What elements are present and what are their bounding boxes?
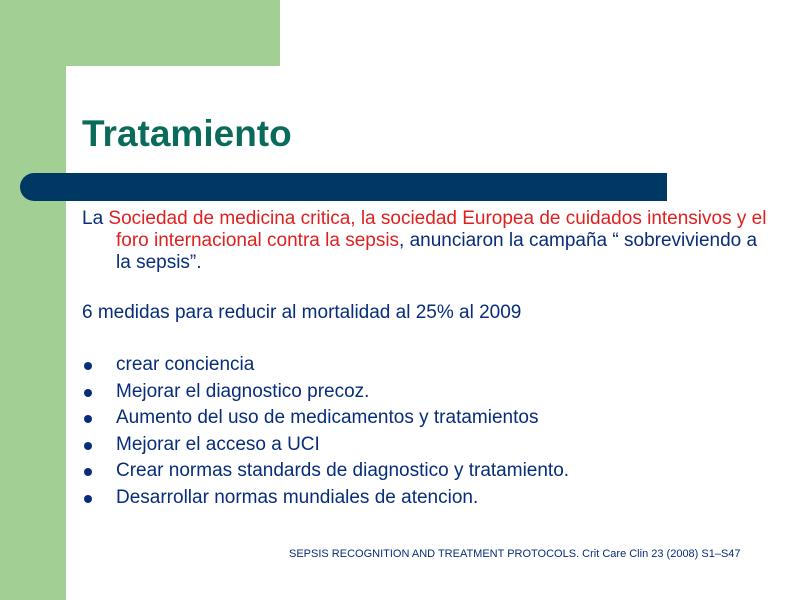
measures-list [82, 352, 772, 511]
intro-lead: La [82, 208, 109, 229]
intro-highlight: Sociedad de medicina critica, la sociedad Europea de cuidados intensivos y el foro internacional contra la sepsis [108, 208, 767, 251]
citation: SEPSIS RECOGNITION AND TREATMENT PROTOCOLS. Crit Care Clin 23 (2008) S1–S47 [289, 548, 741, 560]
list-item [82, 458, 772, 485]
list-item [82, 405, 772, 432]
list-item [82, 485, 772, 512]
bullet-icon [84, 442, 92, 450]
green-panel-left [0, 0, 66, 600]
list-item [82, 432, 772, 459]
intro-rest: , anunciaron la campaña “ sobreviviendo a la sepsis”. [116, 230, 758, 273]
list-item-text: Aumento del uso de medicamentos y tratamientos [116, 407, 539, 428]
list-item-text: Mejorar el diagnostico precoz. [116, 380, 370, 402]
list-item-text: Desarrollar normas mundiales de atencion. [116, 486, 479, 508]
list-item-text: Crear normas standards de diagnostico y tratamiento. [116, 460, 570, 481]
measures-line: 6 medidas para reducir al mortalidad al 25% al 2009 [82, 302, 522, 323]
slide-title: Tratamiento [82, 113, 292, 154]
slide-body [82, 208, 772, 511]
bullet-icon [84, 495, 92, 503]
title-underline-bar [20, 173, 667, 201]
list-item [82, 352, 772, 379]
list-item-text: Mejorar el acceso a UCI [116, 433, 320, 455]
bullet-icon [84, 362, 92, 370]
list-item [82, 379, 772, 406]
bullet-icon [84, 389, 92, 397]
intro-paragraph [82, 208, 772, 274]
bullet-icon [84, 468, 92, 476]
list-item-text: crear conciencia [116, 354, 255, 375]
bullet-icon [84, 415, 92, 423]
